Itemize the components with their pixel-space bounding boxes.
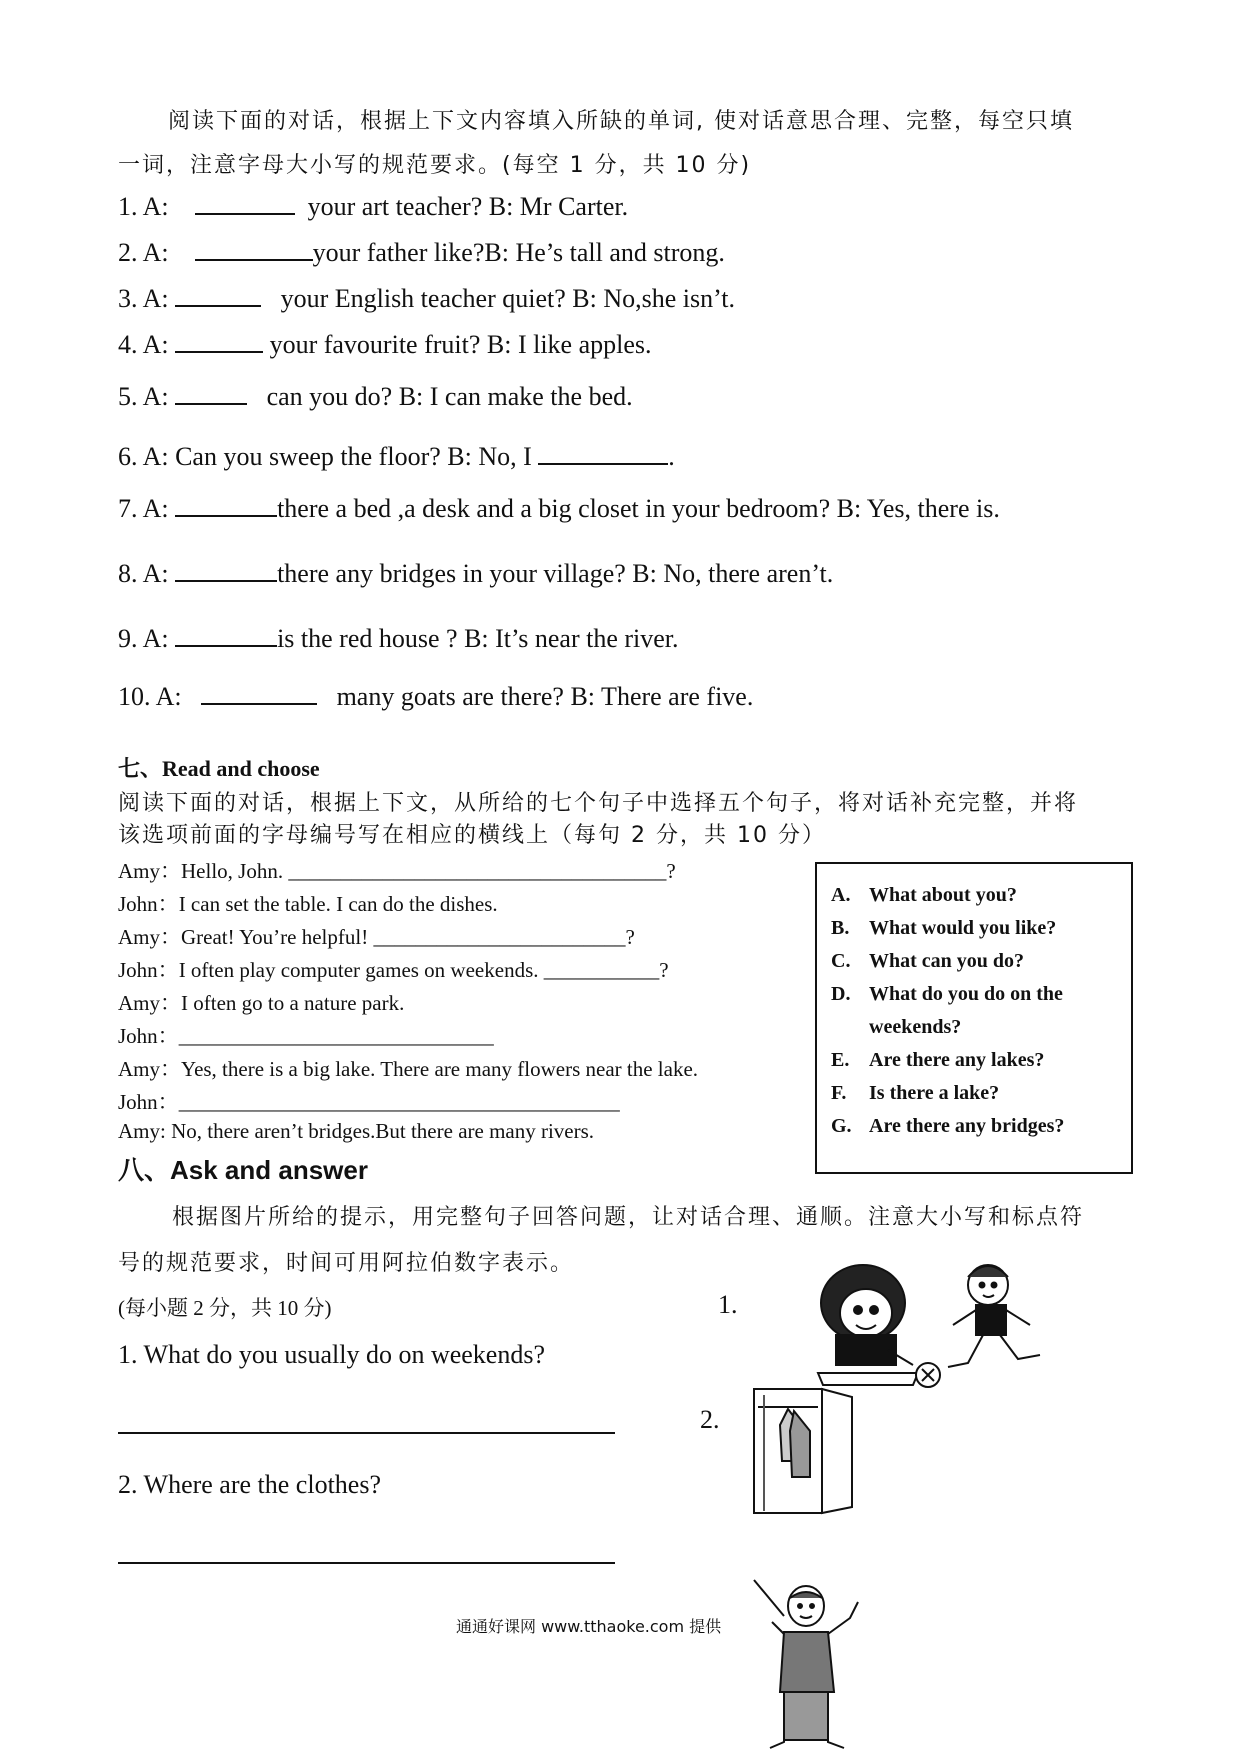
- dialogue-line: Amy：Hello, John. ____________________________________?: [118, 859, 676, 883]
- option-f: F. Is there a lake?: [831, 1082, 1000, 1104]
- pic1-label: 1.: [718, 1290, 738, 1319]
- question-2: 2. A: your father like?B: He’s tall and strong.: [118, 238, 725, 267]
- dialogue-line: Amy：Yes, there is a big lake. There are many flowers near the lake.: [118, 1057, 699, 1081]
- pic2-label: 2.: [700, 1405, 720, 1434]
- question-8-1: 1. What do you usually do on weekends?: [118, 1340, 545, 1369]
- dialogue-line: Amy：Great! You’re helpful! ________________________?: [118, 925, 635, 949]
- answer-blank[interactable]: [175, 495, 277, 517]
- answer-blank[interactable]: [195, 239, 313, 261]
- option-e: E. Are there any lakes?: [831, 1049, 1045, 1071]
- section6-intro-line1: 阅读下面的对话，根据上下文内容填入所缺的单词, 使对话意思合理、完整，每空只填: [168, 109, 1074, 134]
- dialogue-line: John：I often play computer games on weekends. ___________?: [118, 958, 669, 982]
- question-6: 6. A: Can you sweep the floor? B: No, I .: [118, 442, 675, 471]
- question-8: 8. A: there any bridges in your village? B: No, there aren’t.: [118, 559, 834, 588]
- answer-blank[interactable]: [175, 331, 263, 353]
- teacher-picture: [748, 1572, 878, 1752]
- question-3: 3. A: your English teacher quiet? B: No,she isn’t.: [118, 284, 736, 313]
- option-a: A. What about you?: [831, 884, 1017, 906]
- closet-picture: [752, 1385, 856, 1517]
- answer-blank[interactable]: [195, 193, 295, 215]
- dialogue-line: John：I can set the table. I can do the dishes.: [118, 892, 498, 916]
- question-8-2: 2. Where are the clothes?: [118, 1470, 381, 1499]
- dialogue-line: John：______________________________: [118, 1024, 494, 1048]
- footer-text: 通通好课网 www.tthaoke.com 提供: [456, 1617, 722, 1636]
- dialogue-line: Amy: No, there aren’t bridges.But there are many rivers.: [118, 1119, 595, 1143]
- question-1: 1. A: your art teacher? B: Mr Carter.: [118, 192, 629, 221]
- dialogue-line: Amy：I often go to a nature park.: [118, 991, 405, 1015]
- option-d: D. What do you do on the: [831, 983, 1063, 1005]
- answer-blank[interactable]: [175, 383, 247, 405]
- section8-intro-line2: 号的规范要求，时间可用阿拉伯数字表示。: [118, 1251, 575, 1276]
- question-10: 10. A: many goats are there? B: There are five.: [118, 682, 754, 711]
- boys-activity-picture: [808, 1255, 1070, 1390]
- option-b: B. What would you like?: [831, 917, 1057, 939]
- section8-score: (每小题 2 分，共 10 分): [118, 1296, 332, 1320]
- answer-line-1[interactable]: [118, 1432, 615, 1434]
- answer-blank[interactable]: [201, 683, 317, 705]
- answer-blank[interactable]: [175, 625, 277, 647]
- question-4: 4. A: your favourite fruit? B: I like apples.: [118, 330, 652, 359]
- section7-intro-line1: 阅读下面的对话，根据上下文，从所给的七个句子中选择五个句子，将对话补充完整，并将: [118, 791, 1079, 816]
- section7-intro-line2: 该选项前面的字母编号写在相应的横线上（每句 2 分，共 10 分）: [118, 823, 826, 848]
- answer-blank[interactable]: [175, 560, 277, 582]
- options-box: [815, 862, 1133, 1174]
- answer-line-2[interactable]: [118, 1562, 615, 1564]
- option-g: G. Are there any bridges?: [831, 1115, 1065, 1137]
- section8-heading: 八、Ask and answer: [118, 1155, 368, 1186]
- section6-intro-line2: 一词，注意字母大小写的规范要求。(每空 1 分，共 10 分): [118, 153, 752, 178]
- question-7: 7. A: there a bed ,a desk and a big closet in your bedroom? B: Yes, there is.: [118, 494, 1000, 523]
- dialogue-line: John：__________________________________________: [118, 1090, 620, 1114]
- question-9: 9. A: is the red house ? B: It’s near the river.: [118, 624, 679, 653]
- answer-blank[interactable]: [175, 285, 261, 307]
- section7-heading: 七、Read and choose: [118, 756, 320, 782]
- question-5: 5. A: can you do? B: I can make the bed.: [118, 382, 633, 411]
- answer-blank[interactable]: [538, 443, 668, 465]
- option-d-cont: weekends?: [869, 1016, 962, 1038]
- section8-intro-line1: 根据图片所给的提示，用完整句子回答问题，让对话合理、通顺。注意大小写和标点符: [172, 1205, 1085, 1230]
- option-c: C. What can you do?: [831, 950, 1025, 972]
